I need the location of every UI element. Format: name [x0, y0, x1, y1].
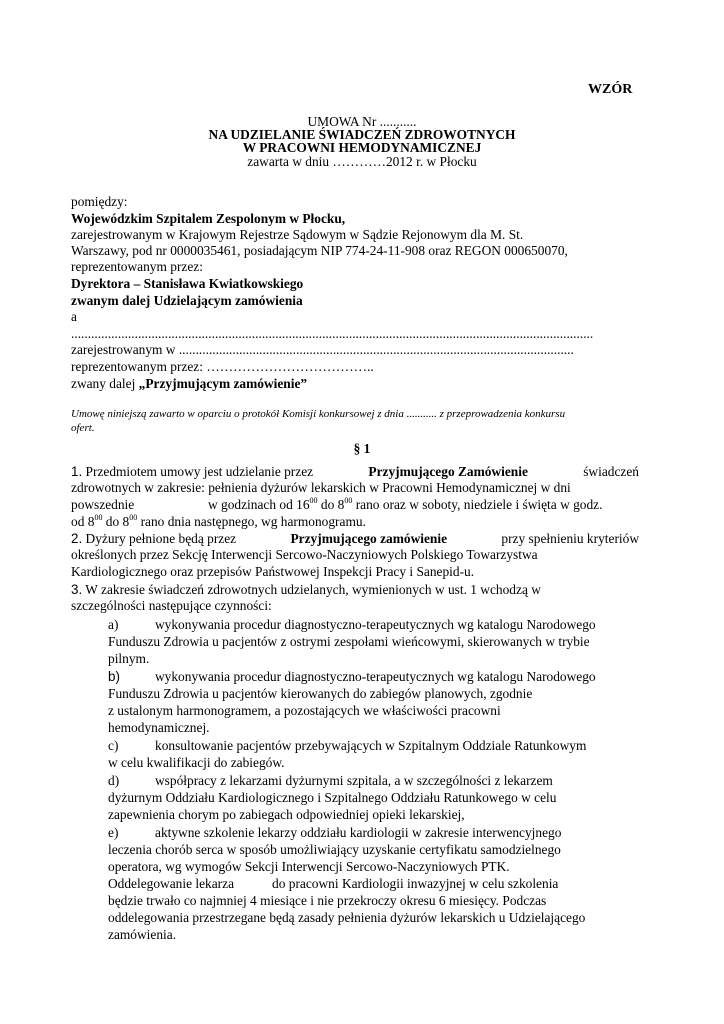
item-a-line-2: Funduszu Zdrowia u pacjentów z ostrymi zespołami wieńcowymi, skierowanych w trybie: [108, 634, 590, 649]
p1-line-2: zdrowotnych w zakresie: pełnienia dyżurów lekarskich w Pracowni Hemodynamicznej w dni: [71, 480, 571, 495]
p3-line-1: [71, 582, 541, 598]
p1-weekday: powszednie: [71, 497, 135, 512]
item-c-label: c): [108, 738, 119, 753]
receiver-definition-name: „Przyjmującym zamówienie”: [138, 376, 308, 391]
p1-party-bold: Przyjmującego Zamówienie: [368, 464, 528, 479]
item-e-line-3: operatora, wg wymogów Sekcji Interwencji Sercowo-Naczyniowych PTK.: [108, 859, 510, 874]
basis-line-2: ofert.: [71, 422, 95, 434]
item-e-line-4: [108, 876, 558, 892]
basis-line-1: Umowę niniejszą zawarto w oparciu o protokół Komisji konkursowej z dnia ........... z przeprowadzenia konkursu: [71, 408, 566, 420]
registered-line-1: [71, 227, 585, 243]
item-e-line-4a: Oddelegowanie lekarza: [108, 876, 235, 891]
receiver-definition: [71, 376, 307, 392]
item-e-label: e): [108, 825, 119, 840]
item-e-line-4b: do pracowni Kardiologii inwazyjnej w celu szkolenia: [272, 876, 559, 891]
item-c-line-1: konsultowanie pacjentów przebywających w Szpitalnym Oddziale Ratunkowym: [155, 738, 587, 753]
item-a-line-1: wykonywania procedur diagnostyczno-terapeutycznych wg katalogu Narodowego: [155, 617, 596, 632]
title-line-2: NA UDZIELANIE ŚWIADCZEŃ ZDROWOTNYCH: [208, 127, 516, 142]
item-b-label: b): [108, 669, 120, 684]
item-e-line-7: zamówienia.: [108, 927, 177, 942]
item-e-line-5: będzie trwało co najmniej 4 miesiące i nie przekroczy okresu 6 miesięcy. Podczas: [108, 893, 547, 908]
item-d-label: d): [108, 773, 120, 788]
p1-line-4: [71, 514, 366, 530]
registered-at-text: zarejestrowanym w ......................................................................................................................: [71, 342, 574, 357]
receiver-represented: reprezentowanym przez: ………………………………..: [71, 359, 374, 374]
title-line-1: UMOWA Nr ...........: [307, 114, 417, 129]
item-b-line-4: hemodynamicznej.: [108, 720, 210, 735]
section-title: § 1: [353, 441, 371, 456]
item-a-line-3: pilnym.: [108, 651, 150, 666]
p1-hours-to: do 8: [320, 497, 345, 512]
item-d-line-1: współpracy z lekarzami dyżurnymi szpitala, a w szczególności z lekarzem: [155, 773, 553, 788]
p2-number: 2.: [71, 531, 83, 546]
registered-line-2: Warszawy, pod nr 0000035461, posiadającym NIP 774-24-11-908 oraz REGON 000650070,: [71, 243, 568, 258]
item-d-line-2: dyżurnym Oddziału Kardiologicznego i Szpitalnego Oddziału Ratunkowego w celu: [108, 790, 557, 805]
and-label: a: [71, 309, 77, 324]
p1-sup-4: 00: [129, 513, 138, 522]
item-e-line-6: oddelegowania przestrzegane będą zasady pełnienia dyżurów lekarskich u Udzielającego: [108, 910, 586, 925]
p1-sup-2: 00: [344, 496, 353, 505]
p2-party-bold: Przyjmującego zamówienie: [290, 531, 448, 546]
p1-text-a: Przedmiotem umowy jest udzielanie przez: [85, 464, 314, 479]
receiver-name-blank: [71, 326, 623, 342]
registered-text-1: zarejestrowanym w Krajowym Rejestrze Sądowym w Sądzie Rejonowym dla M. St.: [71, 227, 524, 242]
dotted-blank-line: ............................................................................................................................................................: [71, 326, 594, 341]
p1-hours-from: w godzinach od 16: [208, 497, 310, 512]
item-c-line-2: w celu kwalifikacji do zabiegów.: [108, 755, 285, 770]
p3-text: W zakresie świadczeń zdrowotnych udzielanych, wymienionych w ust. 1 wchodzą w: [85, 582, 541, 597]
giver-definition: zwanym dalej Udzielającym zamówienia: [71, 293, 303, 308]
item-a-label: a): [108, 617, 119, 632]
item-b-line-1: wykonywania procedur diagnostyczno-terapeutycznych wg katalogu Narodowego: [155, 669, 596, 684]
item-e-line-2: leczenia chorób serca w sposób umożliwiający uzyskanie certyfikatu samodzielnego: [108, 842, 561, 857]
item-b-line-3: z ustalonym harmonogramem, a pozostających we właściwości pracowni: [108, 703, 501, 718]
title-line-3: W PRACOWNI HEMODYNAMICZNEJ: [242, 140, 482, 155]
between-label: pomiędzy:: [71, 194, 128, 209]
p1-from: od 8: [71, 514, 95, 529]
title-line-4: zawarta w dniu …………2012 r. w Płocku: [247, 154, 477, 169]
item-b-line-2: Funduszu Zdrowia u pacjentów kierowanych do zabiegów planowych, zgodnie: [108, 686, 533, 701]
p1-line-3: [71, 497, 639, 513]
receiver-registered: [71, 342, 626, 358]
p1-sup-1: 00: [309, 496, 318, 505]
director-name: Dyrektora – Stanisława Kwiatkowskiego: [71, 276, 304, 291]
item-e-line-1: aktywne szkolenie lekarzy oddziału kardiologii w zakresie interwencyjnego: [155, 825, 562, 840]
p2-text-a: Dyżury pełnione będą przez: [85, 531, 237, 546]
document-label-wzor: WZÓR: [588, 82, 633, 97]
p1-text-b: świadczeń: [583, 464, 639, 479]
p2-line-2: określonych przez Sekcję Interwencji Sercowo-Naczyniowych Polskiego Towarzystwa: [71, 547, 538, 562]
hospital-name: Wojewódzkim Szpitalem Zespolonym w Płocku,: [71, 211, 346, 226]
p2-line-3: Kardiologicznego oraz przepisów Państwowej Inspekcji Pracy i Sanepid-u.: [71, 564, 475, 579]
p1-line-1: [71, 464, 639, 480]
receiver-definition-prefix: zwany dalej: [71, 376, 139, 391]
p1-hours-rest: rano oraz w soboty, niedziele i święta w godz.: [355, 497, 603, 512]
p1-number: 1.: [71, 464, 83, 479]
p3-number: 3.: [71, 582, 83, 597]
p2-text-b: przy spełnieniu kryteriów: [501, 531, 639, 546]
item-d-line-3: zapewnienia chorym po zabiegach odpowiedniej opieki lekarskiej,: [108, 807, 465, 822]
p1-hours-part: [208, 497, 602, 513]
p3-line-2: szczególności następujące czynności:: [71, 598, 272, 613]
represented-label: reprezentowanym przez:: [71, 259, 203, 274]
p1-end: rano dnia następnego, wg harmonogramu.: [137, 514, 366, 529]
p1-to: do 8: [102, 514, 130, 529]
p1-sup-3: 00: [94, 513, 103, 522]
p2-line-1: [71, 531, 639, 547]
